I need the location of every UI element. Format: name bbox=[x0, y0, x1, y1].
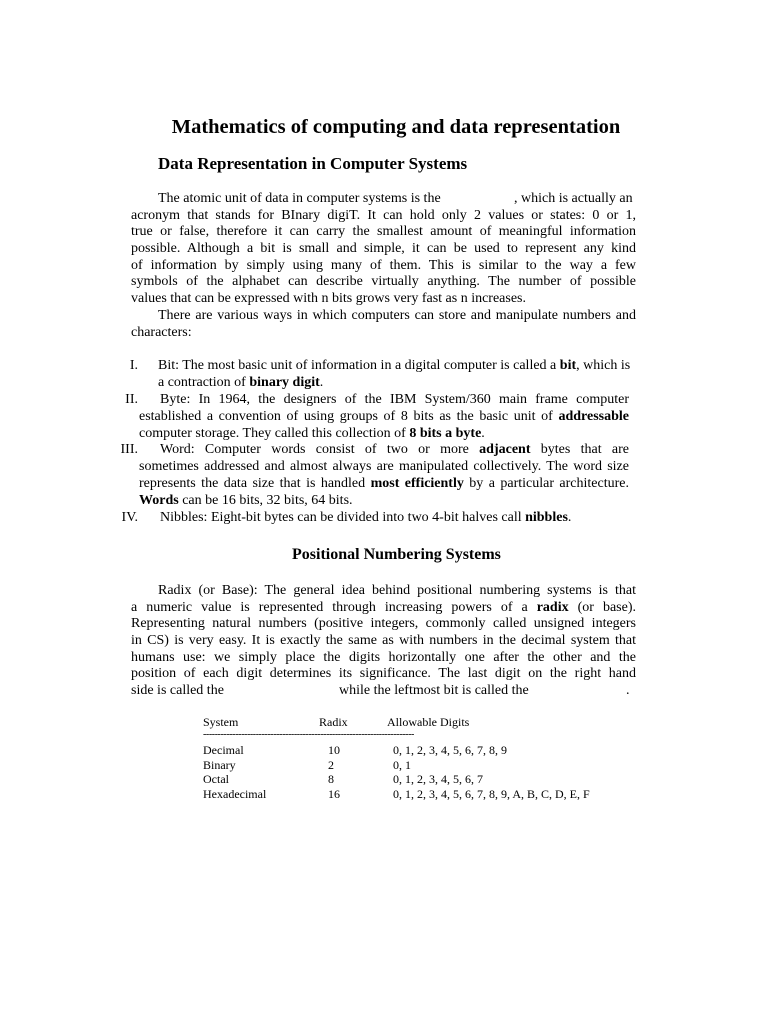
radix-line-7a: side is called the bbox=[131, 683, 224, 698]
radix-line-3: Representing natural numbers (positive integers, commonly called unsigned integers bbox=[131, 616, 636, 631]
radix-line-7c: . bbox=[626, 683, 630, 698]
intro-line-3: true or false, therefore it can carry the smallest amount of meaningful information bbox=[131, 224, 636, 239]
intro-line-6: symbols of the alphabet can describe virtually anything. The number of possible bbox=[131, 274, 636, 289]
radix-line-4: in CS) is very easy. It is exactly the same as with numbers in the decimal system that bbox=[131, 633, 636, 648]
list-item-3-line-1: Word: Computer words consist of two or more adjacent bytes that are bbox=[160, 442, 629, 457]
table-row-3-system: Octal bbox=[203, 772, 229, 786]
table-row-4-radix: 16 bbox=[328, 787, 340, 801]
list-item-2-line-3: computer storage. They called this collection of 8 bits a byte. bbox=[139, 426, 485, 441]
list-item-2-line-2: established a convention of using groups of 8 bits as the basic unit of addressable bbox=[139, 409, 629, 424]
list-numeral-1: I. bbox=[129, 358, 138, 373]
intro-line-2: acronym that stands for BInary digiT. It can hold only 2 values or states: 0 or 1, bbox=[131, 208, 636, 223]
list-item-4-line-1: Nibbles: Eight-bit bytes can be divided into two 4-bit halves call nibbles. bbox=[160, 510, 572, 525]
radix-table bbox=[0, 715, 768, 805]
section-heading-data-representation: Data Representation in Computer Systems bbox=[158, 154, 468, 173]
list-numeral-3: III. bbox=[120, 442, 138, 457]
table-header-system: System bbox=[203, 715, 239, 729]
intro-line-8: There are various ways in which computers can store and manipulate numbers and bbox=[158, 308, 636, 323]
list-item-3-line-4: Words can be 16 bits, 32 bits, 64 bits. bbox=[139, 493, 353, 508]
radix-line-6: position of each digit determines its significance. The last digit on the right hand bbox=[131, 666, 636, 681]
intro-line-4: possible. Although a bit is small and simple, it can be used to represent any kind bbox=[131, 241, 636, 256]
table-row-1-system: Decimal bbox=[203, 743, 244, 757]
list-numeral-2: II. bbox=[125, 392, 138, 407]
list-item-3-line-2: sometimes addressed and almost always are manipulated collectively. The word size bbox=[139, 459, 629, 474]
table-row-2-digits: 0, 1 bbox=[393, 758, 411, 772]
list-item-3-line-3: represents the data size that is handled most efficiently by a particular architecture. bbox=[139, 476, 629, 491]
section-heading-positional: Positional Numbering Systems bbox=[292, 546, 501, 563]
table-row-1-radix: 10 bbox=[328, 743, 340, 757]
list-item-1-line-2: a contraction of binary digit. bbox=[158, 375, 324, 390]
radix-line-7b: while the leftmost bit is called the bbox=[339, 683, 529, 698]
table-header-radix: Radix bbox=[319, 715, 348, 729]
table-row-1-digits: 0, 1, 2, 3, 4, 5, 6, 7, 8, 9 bbox=[393, 743, 507, 757]
page-title: Mathematics of computing and data representation bbox=[171, 116, 621, 138]
intro-line-7: values that can be expressed with n bits grows very fast as n increases. bbox=[131, 291, 526, 306]
table-rule: ------------------------------------------------------------------------ bbox=[203, 729, 414, 740]
intro-line-9: characters: bbox=[131, 325, 192, 340]
table-row-2-system: Binary bbox=[203, 758, 236, 772]
list-numeral-4: IV. bbox=[121, 510, 138, 525]
table-row-4-system: Hexadecimal bbox=[203, 787, 267, 801]
intro-line-5: of information by simply using many of them. This is similar to the way a few bbox=[131, 258, 636, 273]
table-row-4-digits: 0, 1, 2, 3, 4, 5, 6, 7, 8, 9, A, B, C, D, E, F bbox=[393, 787, 590, 801]
radix-line-5: humans use: we simply place the digits horizontally one after the other and the bbox=[131, 650, 636, 665]
list-item-1-line-1: Bit: The most basic unit of information in a digital computer is called a bit, which is bbox=[158, 358, 631, 373]
list-item-2-line-1: Byte: In 1964, the designers of the IBM System/360 main frame computer bbox=[160, 392, 629, 407]
table-header-digits: Allowable Digits bbox=[387, 715, 470, 729]
intro-line-1b: , which is actually an bbox=[514, 191, 633, 206]
radix-line-2: a numeric value is represented through increasing powers of a radix (or base). bbox=[131, 600, 636, 615]
intro-line-1a: The atomic unit of data in computer systems is the bbox=[158, 191, 441, 206]
radix-line-1: Radix (or Base): The general idea behind positional numbering systems is that bbox=[158, 583, 636, 598]
table-row-3-radix: 8 bbox=[328, 772, 334, 786]
table-row-3-digits: 0, 1, 2, 3, 4, 5, 6, 7 bbox=[393, 772, 483, 786]
table-row-2-radix: 2 bbox=[328, 758, 334, 772]
